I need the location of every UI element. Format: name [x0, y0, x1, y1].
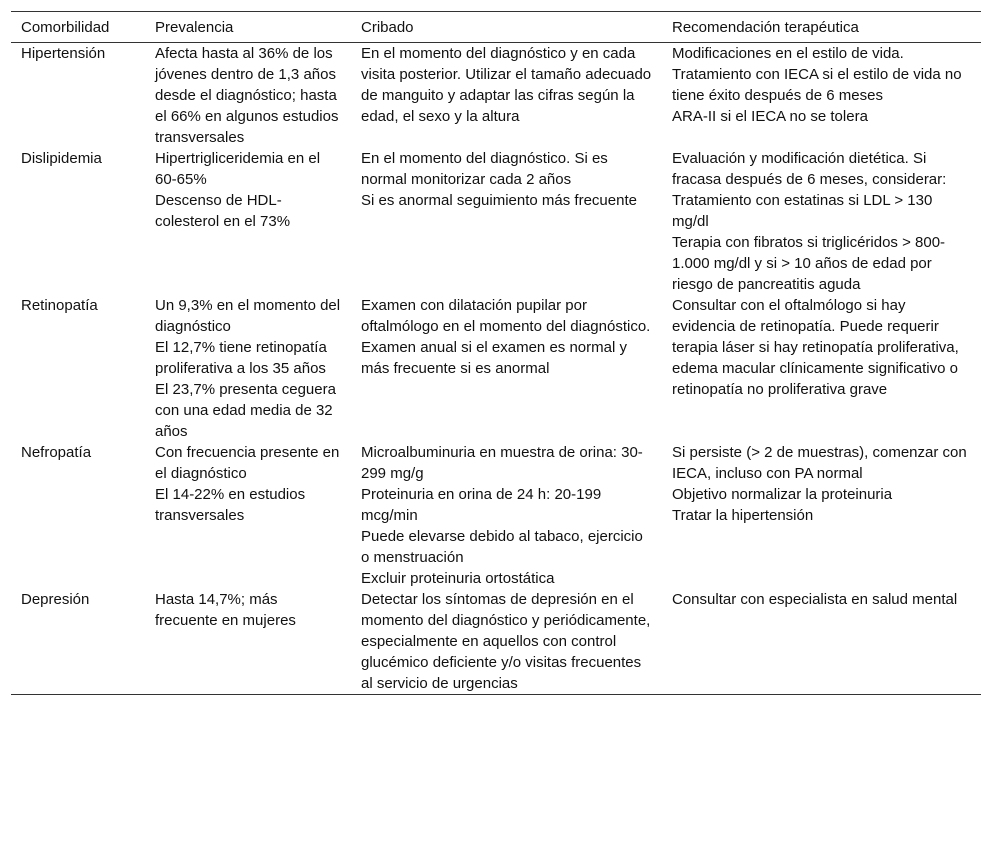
cell-line: Terapia con fibratos si triglicéridos > 800-1.000 mg/dl y si > 10 años de edad por riesgo de pancreatitis aguda	[672, 234, 946, 293]
therapy-cell	[662, 148, 981, 295]
cell-line: Microalbuminuria en muestra de orina: 30-299 mg/g	[361, 444, 643, 482]
cell-line: Hipertrigliceridemia en el 60-65%	[155, 150, 325, 188]
cell-line: ARA-II si el IECA no se tolera	[672, 108, 868, 125]
header-screening: Cribado	[351, 12, 662, 43]
header-row	[11, 12, 981, 43]
header-prevalence: Prevalencia	[145, 12, 351, 43]
cell-line: Hasta 14,7%; más frecuente en mujeres	[155, 591, 296, 629]
cell-line: El 23,7% presenta ceguera con una edad media de 32 años	[155, 381, 341, 440]
prevalence-cell	[145, 589, 351, 695]
cell-line: Puede elevarse debido al tabaco, ejercicio o menstruación	[361, 528, 648, 566]
therapy-cell	[662, 442, 981, 589]
cell-line: En el momento del diagnóstico y en cada visita posterior. Utilizar el tamaño adecuado de manguito y adaptar las cifras según la edad, el sexo y la altura	[361, 45, 656, 125]
cell-line: Excluir proteinuria ortostática	[361, 570, 555, 587]
cell-line: Consultar con especialista en salud mental	[672, 591, 958, 608]
comorbidity-name: Hipertensión	[21, 45, 106, 62]
comorbidity-name: Depresión	[21, 591, 90, 608]
cell-line: Consultar con el oftalmólogo si hay evidencia de retinopatía. Puede requerir terapia láser si hay retinopatía proliferativa, edema macular clínicamente significativo o retinopatía no proliferativa grave	[672, 297, 963, 398]
prevalence-cell	[145, 442, 351, 589]
prevalence-cell	[145, 148, 351, 295]
cell-line: Un 9,3% en el momento del diagnóstico	[155, 297, 345, 335]
comorbidity-name: Nefropatía	[21, 444, 92, 461]
cell-line: Si es anormal seguimiento más frecuente	[361, 192, 637, 209]
screening-cell	[351, 148, 662, 295]
therapy-cell	[662, 589, 981, 695]
cell-line: Si persiste (> 2 de muestras), comenzar con IECA, incluso con PA normal	[672, 444, 971, 482]
header-comorbidity: Comorbilidad	[11, 12, 145, 43]
cell-line: Descenso de HDL-colesterol en el 73%	[155, 192, 291, 230]
comorbidity-name: Retinopatía	[21, 297, 98, 314]
cell-line: Modificaciones en el estilo de vida. Tratamiento con IECA si el estilo de vida no tiene éxito después de 6 meses	[672, 45, 966, 104]
screening-cell	[351, 295, 662, 442]
cell-line: Con frecuencia presente en el diagnóstico	[155, 444, 344, 482]
therapy-cell	[662, 295, 981, 442]
table-row	[11, 295, 981, 442]
cell-line: Afecta hasta al 36% de los jóvenes dentro de 1,3 años desde el diagnóstico; hasta el 66% en algunos estudios transversales	[155, 45, 343, 146]
comorbidity-table	[11, 11, 981, 695]
table-row	[11, 442, 981, 589]
screening-cell	[351, 589, 662, 695]
comorbidity-name: Dislipidemia	[21, 150, 102, 167]
table-row	[11, 43, 981, 149]
cell-line: Evaluación y modificación dietética. Si fracasa después de 6 meses, considerar:	[672, 150, 947, 188]
header-therapy: Recomendación terapéutica	[662, 12, 981, 43]
cell-line: Detectar los síntomas de depresión en el momento del diagnóstico y periódicamente, especialmente en aquellos con control glucémico deficiente y/o visitas frecuentes al servicio de urgencias	[361, 591, 655, 692]
prevalence-cell	[145, 295, 351, 442]
cell-line: El 14-22% en estudios transversales	[155, 486, 310, 524]
therapy-cell	[662, 43, 981, 149]
cell-line: Tratar la hipertensión	[672, 507, 814, 524]
table-row	[11, 148, 981, 295]
cell-line: Objetivo normalizar la proteinuria	[672, 486, 893, 503]
table-row	[11, 589, 981, 695]
cell-line: Examen con dilatación pupilar por oftalmólogo en el momento del diagnóstico. Examen anual si el examen es normal y más frecuente si es anormal	[361, 297, 655, 377]
cell-line: Proteinuria en orina de 24 h: 20-199 mcg/min	[361, 486, 606, 524]
cell-line: Tratamiento con estatinas si LDL > 130 mg/dl	[672, 192, 937, 230]
screening-cell	[351, 43, 662, 149]
screening-cell	[351, 442, 662, 589]
cell-line: En el momento del diagnóstico. Si es normal monitorizar cada 2 años	[361, 150, 612, 188]
prevalence-cell	[145, 43, 351, 149]
cell-line: El 12,7% tiene retinopatía proliferativa a los 35 años	[155, 339, 331, 377]
